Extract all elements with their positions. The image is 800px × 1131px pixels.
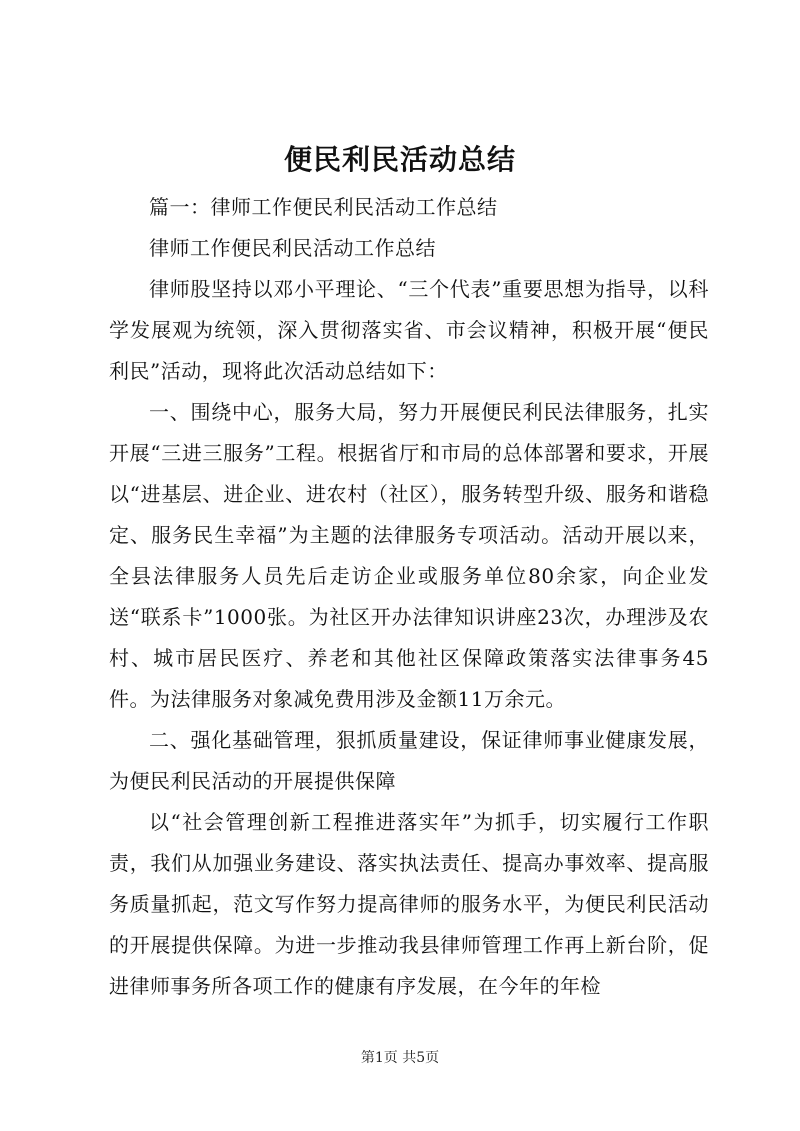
paragraph: 以“社会管理创新工程推进落实年”为抓手，切实履行工作职责，我们从加强业务建设、落实执法责任、提高办事效率、提高服务质量抓起，范文写作努力提高律师的服务水平，为便民利民活动的开展提供保障。为进一步推动我县律师管理工作再上新台阶，促进律师事务所各项工作的健康有序发展，在今年的年检	[109, 810, 709, 998]
document-title: 便民利民活动总结	[283, 143, 516, 176]
paragraph: 篇一：律师工作便民利民活动工作总结	[149, 195, 498, 219]
paragraph: 律师股坚持以邓小平理论、“三个代表”重要思想为指导，以科学发展观为统领，深入贯彻落实省、市会议精神，积极开展“便民利民”活动，现将此次活动总结如下：	[109, 277, 709, 383]
document-body	[109, 187, 709, 1007]
page-number-footer: 第1页 共5页	[360, 1050, 440, 1066]
paragraph: 一、围绕中心，服务大局，努力开展便民利民法律服务，扎实开展“三进三服务”工程。根据省厅和市局的总体部署和要求，开展以“进基层、进企业、进农村（社区），服务转型升级、服务和谐稳定、服务民生幸福”为主题的法律服务专项活动。活动开展以来，全县法律服务人员先后走访企业或服务单位80余家，向企业发送“联系卡”1000张。为社区开办法律知识讲座23次，办理涉及农村、城市居民医疗、养老和其他社区保障政策落实法律事务45件。为法律服务对象减免费用涉及金额11万余元。	[109, 400, 709, 711]
paragraph: 二、强化基础管理，狠抓质量建设，保证律师事业健康发展，为便民利民活动的开展提供保障	[109, 728, 709, 793]
paragraph: 律师工作便民利民活动工作总结	[149, 236, 436, 260]
